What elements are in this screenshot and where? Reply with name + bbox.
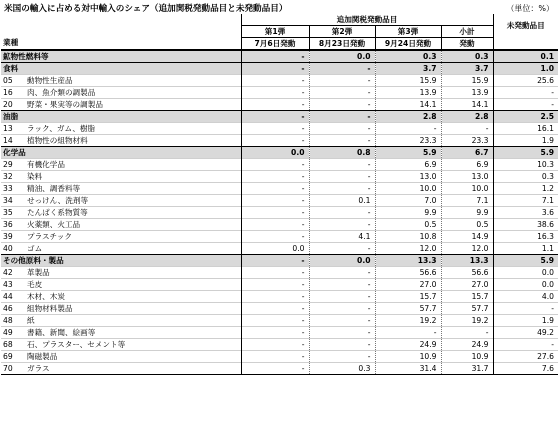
value-subtotal: 31.7 <box>441 363 493 375</box>
value-non-target: 10.3 <box>493 159 558 171</box>
value-round-1: - <box>241 207 309 219</box>
value-round-2: - <box>309 111 375 123</box>
value-round-1: 0.0 <box>241 147 309 159</box>
value-round-3: - <box>375 327 441 339</box>
value-non-target: 7.1 <box>493 195 558 207</box>
header-date-1: 7月6日発動 <box>241 38 309 51</box>
value-round-3: 0.5 <box>375 219 441 231</box>
value-non-target: 5.9 <box>493 147 558 159</box>
value-non-target: 27.6 <box>493 351 558 363</box>
value-round-1: - <box>241 255 309 267</box>
header-row-3 <box>1 38 558 51</box>
hs-code: 44 <box>1 291 15 303</box>
share-table <box>1 14 558 375</box>
value-non-target: 0.0 <box>493 267 558 279</box>
table-row <box>1 195 558 207</box>
value-round-3: 31.4 <box>375 363 441 375</box>
hs-code: 13 <box>1 123 15 135</box>
value-round-2: - <box>309 243 375 255</box>
category-name: 油脂 <box>1 111 241 123</box>
value-round-1: - <box>241 327 309 339</box>
header-row-1 <box>1 14 558 26</box>
value-round-3: 2.8 <box>375 111 441 123</box>
hs-code: 70 <box>1 363 15 375</box>
value-round-2: 4.1 <box>309 231 375 243</box>
value-round-2: - <box>309 327 375 339</box>
hs-code: 43 <box>1 279 15 291</box>
value-non-target: 1.2 <box>493 183 558 195</box>
value-non-target: 16.1 <box>493 123 558 135</box>
hs-code: 68 <box>1 339 15 351</box>
value-round-3: 15.7 <box>375 291 441 303</box>
value-subtotal: 7.1 <box>441 195 493 207</box>
value-round-1: - <box>241 135 309 147</box>
value-non-target: - <box>493 339 558 351</box>
value-round-3: 3.7 <box>375 63 441 75</box>
value-subtotal: 3.7 <box>441 63 493 75</box>
value-round-1: - <box>241 50 309 63</box>
value-round-3: 0.3 <box>375 50 441 63</box>
value-round-1: - <box>241 267 309 279</box>
hs-code: 46 <box>1 303 15 315</box>
value-round-1: 0.0 <box>241 243 309 255</box>
header-non-target: 未発動品目 <box>493 14 558 38</box>
item-name: せっけん、洗剤等 <box>15 195 241 207</box>
value-non-target: 38.6 <box>493 219 558 231</box>
table-row <box>1 315 558 327</box>
item-name: 精油、調香料等 <box>15 183 241 195</box>
item-name: ガラス <box>15 363 241 375</box>
value-round-1: - <box>241 123 309 135</box>
table-row <box>1 231 558 243</box>
value-round-3: 6.9 <box>375 159 441 171</box>
table-row <box>1 303 558 315</box>
value-round-2: - <box>309 99 375 111</box>
value-round-2: - <box>309 339 375 351</box>
value-subtotal: 10.9 <box>441 351 493 363</box>
value-subtotal: 15.7 <box>441 291 493 303</box>
value-round-3: 19.2 <box>375 315 441 327</box>
value-non-target: 16.3 <box>493 231 558 243</box>
value-round-3: 56.6 <box>375 267 441 279</box>
value-round-1: - <box>241 303 309 315</box>
value-subtotal: 15.9 <box>441 75 493 87</box>
value-round-3: 7.0 <box>375 195 441 207</box>
value-subtotal: 9.9 <box>441 207 493 219</box>
value-subtotal: 56.6 <box>441 267 493 279</box>
value-non-target: 0.0 <box>493 279 558 291</box>
unit-label: （単位：%） <box>506 4 554 13</box>
category-row <box>1 111 558 123</box>
value-non-target: - <box>493 99 558 111</box>
value-round-1: - <box>241 111 309 123</box>
value-round-3: 13.3 <box>375 255 441 267</box>
item-name: 革製品 <box>15 267 241 279</box>
value-subtotal: 12.0 <box>441 243 493 255</box>
value-round-2: - <box>309 303 375 315</box>
hs-code: 29 <box>1 159 15 171</box>
value-round-2: - <box>309 207 375 219</box>
table-row <box>1 87 558 99</box>
item-name: プラスチック <box>15 231 241 243</box>
value-round-3: 27.0 <box>375 279 441 291</box>
header-round-1: 第1弾 <box>241 26 309 38</box>
item-name: ゴム <box>15 243 241 255</box>
item-name: 組物材料製品 <box>15 303 241 315</box>
table-row <box>1 171 558 183</box>
value-round-2: 0.8 <box>309 147 375 159</box>
value-round-2: 0.3 <box>309 363 375 375</box>
value-non-target: 5.9 <box>493 255 558 267</box>
value-round-1: - <box>241 219 309 231</box>
value-subtotal: 24.9 <box>441 339 493 351</box>
value-round-2: - <box>309 183 375 195</box>
value-non-target: 1.1 <box>493 243 558 255</box>
value-subtotal: - <box>441 327 493 339</box>
item-name: たんぱく系物質等 <box>15 207 241 219</box>
value-non-target: 7.6 <box>493 363 558 375</box>
value-round-1: - <box>241 351 309 363</box>
item-name: 火薬類、火工品 <box>15 219 241 231</box>
table-row <box>1 363 558 375</box>
item-name: 有機化学品 <box>15 159 241 171</box>
item-name: 書籍、新聞、絵画等 <box>15 327 241 339</box>
category-row <box>1 147 558 159</box>
value-round-2: 0.0 <box>309 50 375 63</box>
item-name: 染料 <box>15 171 241 183</box>
value-round-2: - <box>309 351 375 363</box>
value-non-target: 0.3 <box>493 171 558 183</box>
table-row <box>1 207 558 219</box>
item-name: ラック、ガム、樹脂 <box>15 123 241 135</box>
value-round-3: 57.7 <box>375 303 441 315</box>
page-title: 米国の輸入に占める対中輸入のシェア（追加関税発動品目と未発動品目） <box>4 4 288 14</box>
value-round-1: - <box>241 99 309 111</box>
value-round-3: 13.0 <box>375 171 441 183</box>
value-round-3: 10.0 <box>375 183 441 195</box>
value-round-2: - <box>309 135 375 147</box>
table-row <box>1 279 558 291</box>
value-round-3: 13.9 <box>375 87 441 99</box>
category-name: 化学品 <box>1 147 241 159</box>
value-round-2: 0.0 <box>309 255 375 267</box>
value-non-target: 1.0 <box>493 63 558 75</box>
value-subtotal: 6.9 <box>441 159 493 171</box>
value-round-2: - <box>309 291 375 303</box>
value-subtotal: 0.3 <box>441 50 493 63</box>
value-round-2: - <box>309 159 375 171</box>
item-name: 肉、魚介類の調製品 <box>15 87 241 99</box>
value-round-1: - <box>241 75 309 87</box>
item-name: 野菜・果実等の調製品 <box>15 99 241 111</box>
item-name: 毛皮 <box>15 279 241 291</box>
value-round-2: - <box>309 123 375 135</box>
value-round-2: - <box>309 171 375 183</box>
hs-code: 35 <box>1 207 15 219</box>
value-subtotal: 13.0 <box>441 171 493 183</box>
item-name: 紙 <box>15 315 241 327</box>
item-name: 木材、木炭 <box>15 291 241 303</box>
value-round-2: - <box>309 75 375 87</box>
table-row <box>1 99 558 111</box>
value-round-2: 0.1 <box>309 195 375 207</box>
category-row <box>1 63 558 75</box>
value-non-target: 2.5 <box>493 111 558 123</box>
table-row <box>1 159 558 171</box>
value-round-3: 5.9 <box>375 147 441 159</box>
header-round-3: 第3弾 <box>375 26 441 38</box>
value-subtotal: 6.7 <box>441 147 493 159</box>
value-non-target: 4.0 <box>493 291 558 303</box>
table-row <box>1 267 558 279</box>
hs-code: 36 <box>1 219 15 231</box>
value-round-3: 12.0 <box>375 243 441 255</box>
value-subtotal: 13.9 <box>441 87 493 99</box>
table-row <box>1 135 558 147</box>
hs-code: 16 <box>1 87 15 99</box>
value-round-1: - <box>241 195 309 207</box>
value-non-target: - <box>493 303 558 315</box>
table-row <box>1 123 558 135</box>
value-round-3: - <box>375 123 441 135</box>
value-subtotal: 0.5 <box>441 219 493 231</box>
value-round-1: - <box>241 339 309 351</box>
hs-code: 33 <box>1 183 15 195</box>
value-non-target: 25.6 <box>493 75 558 87</box>
value-round-1: - <box>241 231 309 243</box>
value-round-1: - <box>241 87 309 99</box>
table-row <box>1 183 558 195</box>
hs-code: 20 <box>1 99 15 111</box>
header-round-2: 第2弾 <box>309 26 375 38</box>
value-round-1: - <box>241 315 309 327</box>
hs-code: 14 <box>1 135 15 147</box>
category-row <box>1 50 558 63</box>
category-row <box>1 255 558 267</box>
header-invoked: 発動 <box>441 38 493 51</box>
value-round-3: 15.9 <box>375 75 441 87</box>
category-name: 食料 <box>1 63 241 75</box>
table-row <box>1 351 558 363</box>
value-round-1: - <box>241 279 309 291</box>
header-subtotal: 小計 <box>441 26 493 38</box>
header-date-2: 8月23日発動 <box>309 38 375 51</box>
table-row <box>1 219 558 231</box>
value-subtotal: 14.9 <box>441 231 493 243</box>
header-date-3: 9月24日発動 <box>375 38 441 51</box>
category-name: その他原料・製品 <box>1 255 241 267</box>
value-subtotal: 10.0 <box>441 183 493 195</box>
table-row <box>1 339 558 351</box>
value-round-2: - <box>309 279 375 291</box>
value-non-target: 1.9 <box>493 135 558 147</box>
value-round-3: 9.9 <box>375 207 441 219</box>
hs-code: 49 <box>1 327 15 339</box>
value-round-3: 10.9 <box>375 351 441 363</box>
value-non-target: 49.2 <box>493 327 558 339</box>
value-round-1: - <box>241 171 309 183</box>
value-round-2: - <box>309 219 375 231</box>
value-round-1: - <box>241 183 309 195</box>
value-round-1: - <box>241 159 309 171</box>
hs-code: 05 <box>1 75 15 87</box>
value-round-3: 14.1 <box>375 99 441 111</box>
value-round-3: 24.9 <box>375 339 441 351</box>
value-subtotal: 27.0 <box>441 279 493 291</box>
hs-code: 34 <box>1 195 15 207</box>
value-round-2: - <box>309 315 375 327</box>
value-round-2: - <box>309 63 375 75</box>
value-subtotal: 2.8 <box>441 111 493 123</box>
value-subtotal: 13.3 <box>441 255 493 267</box>
value-round-1: - <box>241 363 309 375</box>
value-non-target: 1.9 <box>493 315 558 327</box>
hs-code: 40 <box>1 243 15 255</box>
table-row <box>1 291 558 303</box>
table-row <box>1 327 558 339</box>
value-non-target: - <box>493 87 558 99</box>
value-subtotal: - <box>441 123 493 135</box>
header-industry: 業種 <box>1 38 241 51</box>
value-subtotal: 57.7 <box>441 303 493 315</box>
item-name: 陶磁製品 <box>15 351 241 363</box>
value-subtotal: 19.2 <box>441 315 493 327</box>
category-name: 鉱物性燃料等 <box>1 50 241 63</box>
header-row-2 <box>1 26 558 38</box>
value-subtotal: 14.1 <box>441 99 493 111</box>
value-round-2: - <box>309 87 375 99</box>
table-row <box>1 75 558 87</box>
hs-code: 39 <box>1 231 15 243</box>
value-round-1: - <box>241 291 309 303</box>
value-subtotal: 23.3 <box>441 135 493 147</box>
value-non-target: 3.6 <box>493 207 558 219</box>
hs-code: 69 <box>1 351 15 363</box>
value-round-1: - <box>241 63 309 75</box>
table-row <box>1 243 558 255</box>
item-name: 植物性の組物材料 <box>15 135 241 147</box>
value-non-target: 0.1 <box>493 50 558 63</box>
header-additional-group: 追加関税発動品目 <box>241 14 493 26</box>
hs-code: 42 <box>1 267 15 279</box>
item-name: 石、プラスター、セメント等 <box>15 339 241 351</box>
item-name: 動物性生産品 <box>15 75 241 87</box>
value-round-3: 10.8 <box>375 231 441 243</box>
value-round-2: - <box>309 267 375 279</box>
hs-code: 48 <box>1 315 15 327</box>
value-round-3: 23.3 <box>375 135 441 147</box>
hs-code: 32 <box>1 171 15 183</box>
